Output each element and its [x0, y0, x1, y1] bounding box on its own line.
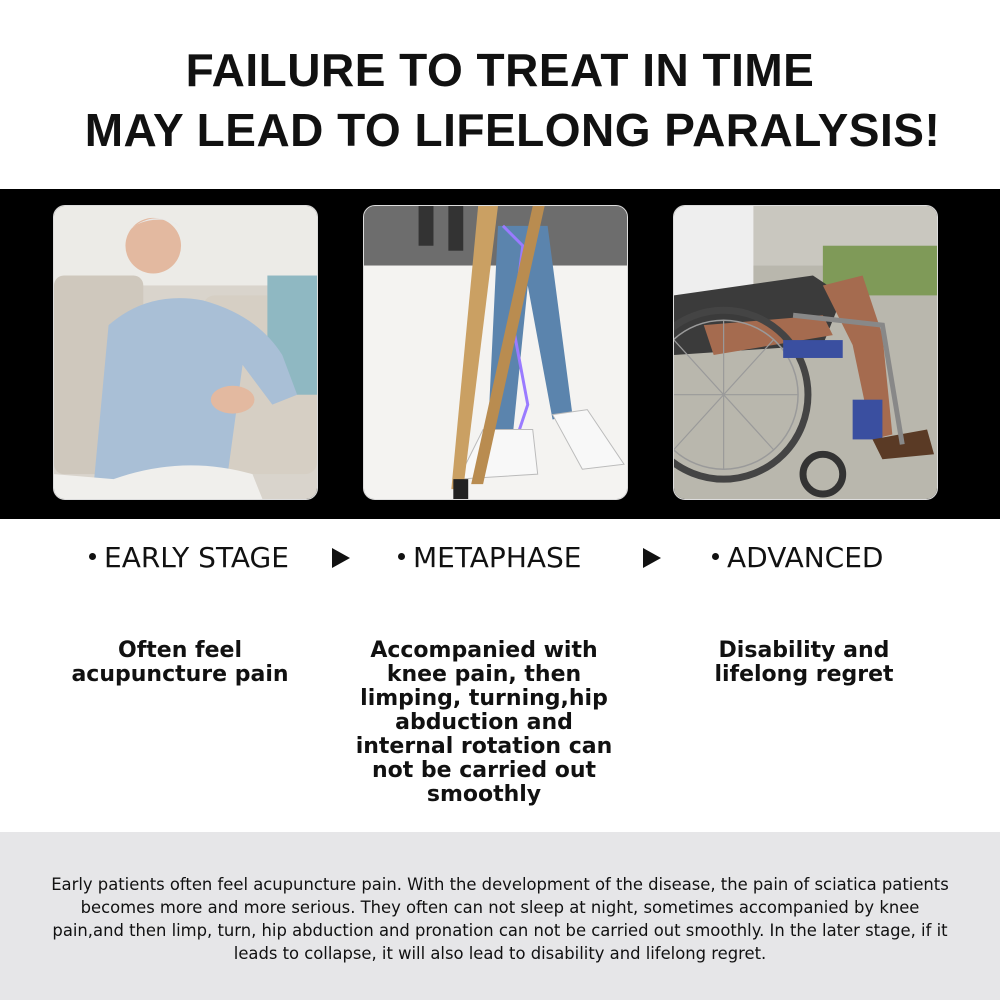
- play-arrow-icon: [332, 548, 350, 568]
- headline-line-1: FAILURE TO TREAT IN TIME: [185, 44, 815, 96]
- stage-label: METAPHASE: [413, 541, 582, 574]
- photo-band: [0, 189, 1000, 519]
- bullet-icon: [89, 553, 96, 560]
- footer-panel: [0, 832, 1000, 1000]
- stage-early: [89, 540, 289, 576]
- bullet-icon: [712, 553, 719, 560]
- stage-advanced-description: Disability and lifelong regret: [714, 638, 894, 687]
- stage-early-description: Often feel acupuncture pain: [71, 638, 289, 687]
- stage-label: ADVANCED: [727, 541, 884, 574]
- crutches-walking-photo: [363, 205, 628, 500]
- stage-metaphase: [398, 540, 582, 576]
- headline-line-2: MAY LEAD TO LIFELONG PARALYSIS!: [84, 104, 941, 156]
- headline: [0, 40, 1000, 160]
- play-arrow-icon: [643, 548, 661, 568]
- stage-label: EARLY STAGE: [104, 541, 289, 574]
- footer-text: Early patients often feel acupuncture pain. With the development of the disease, the pain of sciatica patients becomes more and more serious. They often can not sleep at night, sometimes accompanied by knee pain,and then limp, turn, hip abduction and pronation can not be carried out smoothly. In the later stage, if it leads to collapse, it will also lead to disability and lifelong regret.: [51, 875, 949, 963]
- stage-advanced: [712, 540, 884, 576]
- wheelchair-photo: [673, 205, 938, 500]
- bullet-icon: [398, 553, 405, 560]
- woman-back-pain-photo: [53, 205, 318, 500]
- stage-metaphase-description: Accompanied with knee pain, then limping, turning,hip abduction and internal rotation can not be carried out smoothly: [355, 638, 613, 807]
